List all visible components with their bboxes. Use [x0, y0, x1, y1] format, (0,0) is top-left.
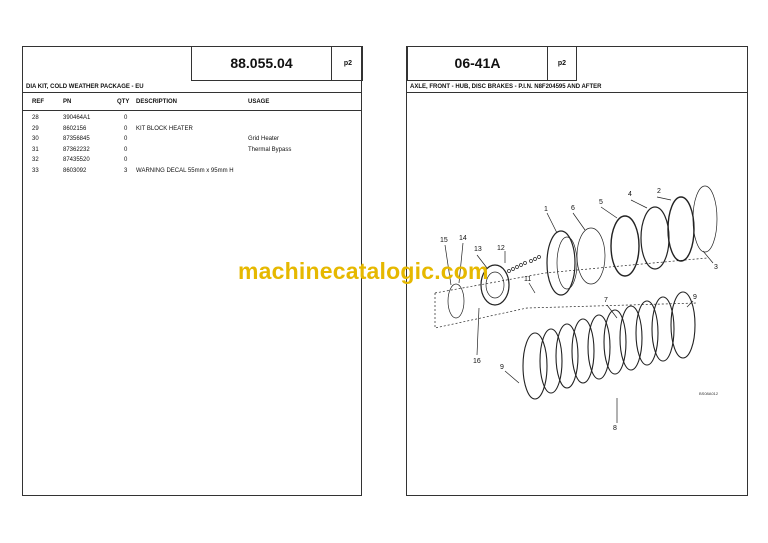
- callout-2: 2: [657, 188, 661, 195]
- right-header-box: [407, 46, 577, 81]
- table-row: [23, 157, 361, 168]
- row-usage: Thermal Bypass: [248, 146, 292, 153]
- callout-4: 4: [628, 191, 632, 198]
- col-pn: PN: [63, 99, 72, 105]
- callout-5: 5: [599, 199, 603, 206]
- row-ref: 29: [32, 125, 39, 132]
- row-pn: 8603092: [63, 167, 87, 174]
- hub-1-inner: [557, 237, 577, 289]
- right-section-title: AXLE, FRONT - HUB, DISC BRAKES - P.I.N. N8F204595 AND AFTER: [407, 81, 747, 93]
- exploded-hub-diagram: [407, 93, 749, 497]
- hub-1: [547, 231, 575, 295]
- callout-9a: 9: [500, 364, 504, 371]
- left-section-code: 88.055.04: [192, 47, 332, 80]
- callout-13: 13: [474, 246, 482, 253]
- row-pn: 87362232: [63, 146, 90, 153]
- left-header-box: [191, 46, 363, 81]
- col-qty: QTY: [117, 99, 130, 105]
- table-row: [23, 136, 361, 147]
- callout-9b: 9: [693, 294, 697, 301]
- row-qty: 0: [124, 157, 128, 163]
- row-description: WARNING DECAL 55mm x 95mm H: [136, 167, 234, 174]
- row-usage: Grid Heater: [248, 136, 280, 142]
- row-ref: 33: [32, 167, 39, 174]
- parts-table-body: [23, 115, 361, 178]
- watermark: machinecatalogic.com: [238, 258, 489, 284]
- left-page-number: p2: [343, 60, 353, 67]
- table-row: [23, 126, 361, 137]
- parts-table-header: [23, 93, 361, 111]
- row-ref: 30: [32, 136, 39, 142]
- callout-3: 3: [714, 264, 718, 271]
- callout-12: 12: [497, 245, 505, 252]
- row-ref: 32: [32, 157, 39, 163]
- callout-14: 14: [459, 235, 467, 242]
- right-page-number: p2: [557, 60, 567, 67]
- row-qty: 0: [124, 125, 128, 132]
- row-qty: 0: [124, 146, 128, 153]
- col-ref: REF: [32, 99, 44, 105]
- callout-11: 11: [524, 276, 532, 283]
- ring-6: [577, 228, 605, 284]
- row-pn: 87356845: [63, 136, 90, 142]
- callout-6: 6: [571, 205, 575, 212]
- callout-7: 7: [604, 297, 608, 304]
- row-pn: 8602156: [63, 125, 87, 132]
- bolt-set-12: [508, 256, 541, 273]
- row-ref: 31: [32, 146, 39, 153]
- row-qty: 0: [124, 115, 128, 121]
- figure-id: BS08A012: [699, 391, 719, 396]
- callout-1: 1: [544, 206, 548, 213]
- row-description: KIT BLOCK HEATER: [136, 125, 193, 132]
- table-row: [23, 147, 361, 158]
- callout-15: 15: [440, 237, 448, 244]
- row-pn: 390464A1: [63, 115, 91, 121]
- row-qty: 0: [124, 136, 128, 142]
- table-row: [23, 115, 361, 126]
- right-section-code: 06-41A: [408, 47, 548, 80]
- callout-8: 8: [613, 425, 617, 432]
- col-description: DESCRIPTION: [136, 99, 178, 105]
- col-usage: USAGE: [248, 99, 270, 105]
- ring-3: [693, 186, 717, 252]
- row-qty: 3: [124, 167, 128, 174]
- ring-5: [611, 216, 639, 276]
- callout-16: 16: [473, 358, 481, 365]
- ring-2: [668, 197, 694, 261]
- left-section-title: DIA KIT, COLD WEATHER PACKAGE - EU: [23, 81, 361, 93]
- row-ref: 28: [32, 115, 39, 121]
- row-pn: 87435520: [63, 157, 90, 163]
- ring-4: [641, 207, 669, 269]
- table-row: [23, 168, 361, 179]
